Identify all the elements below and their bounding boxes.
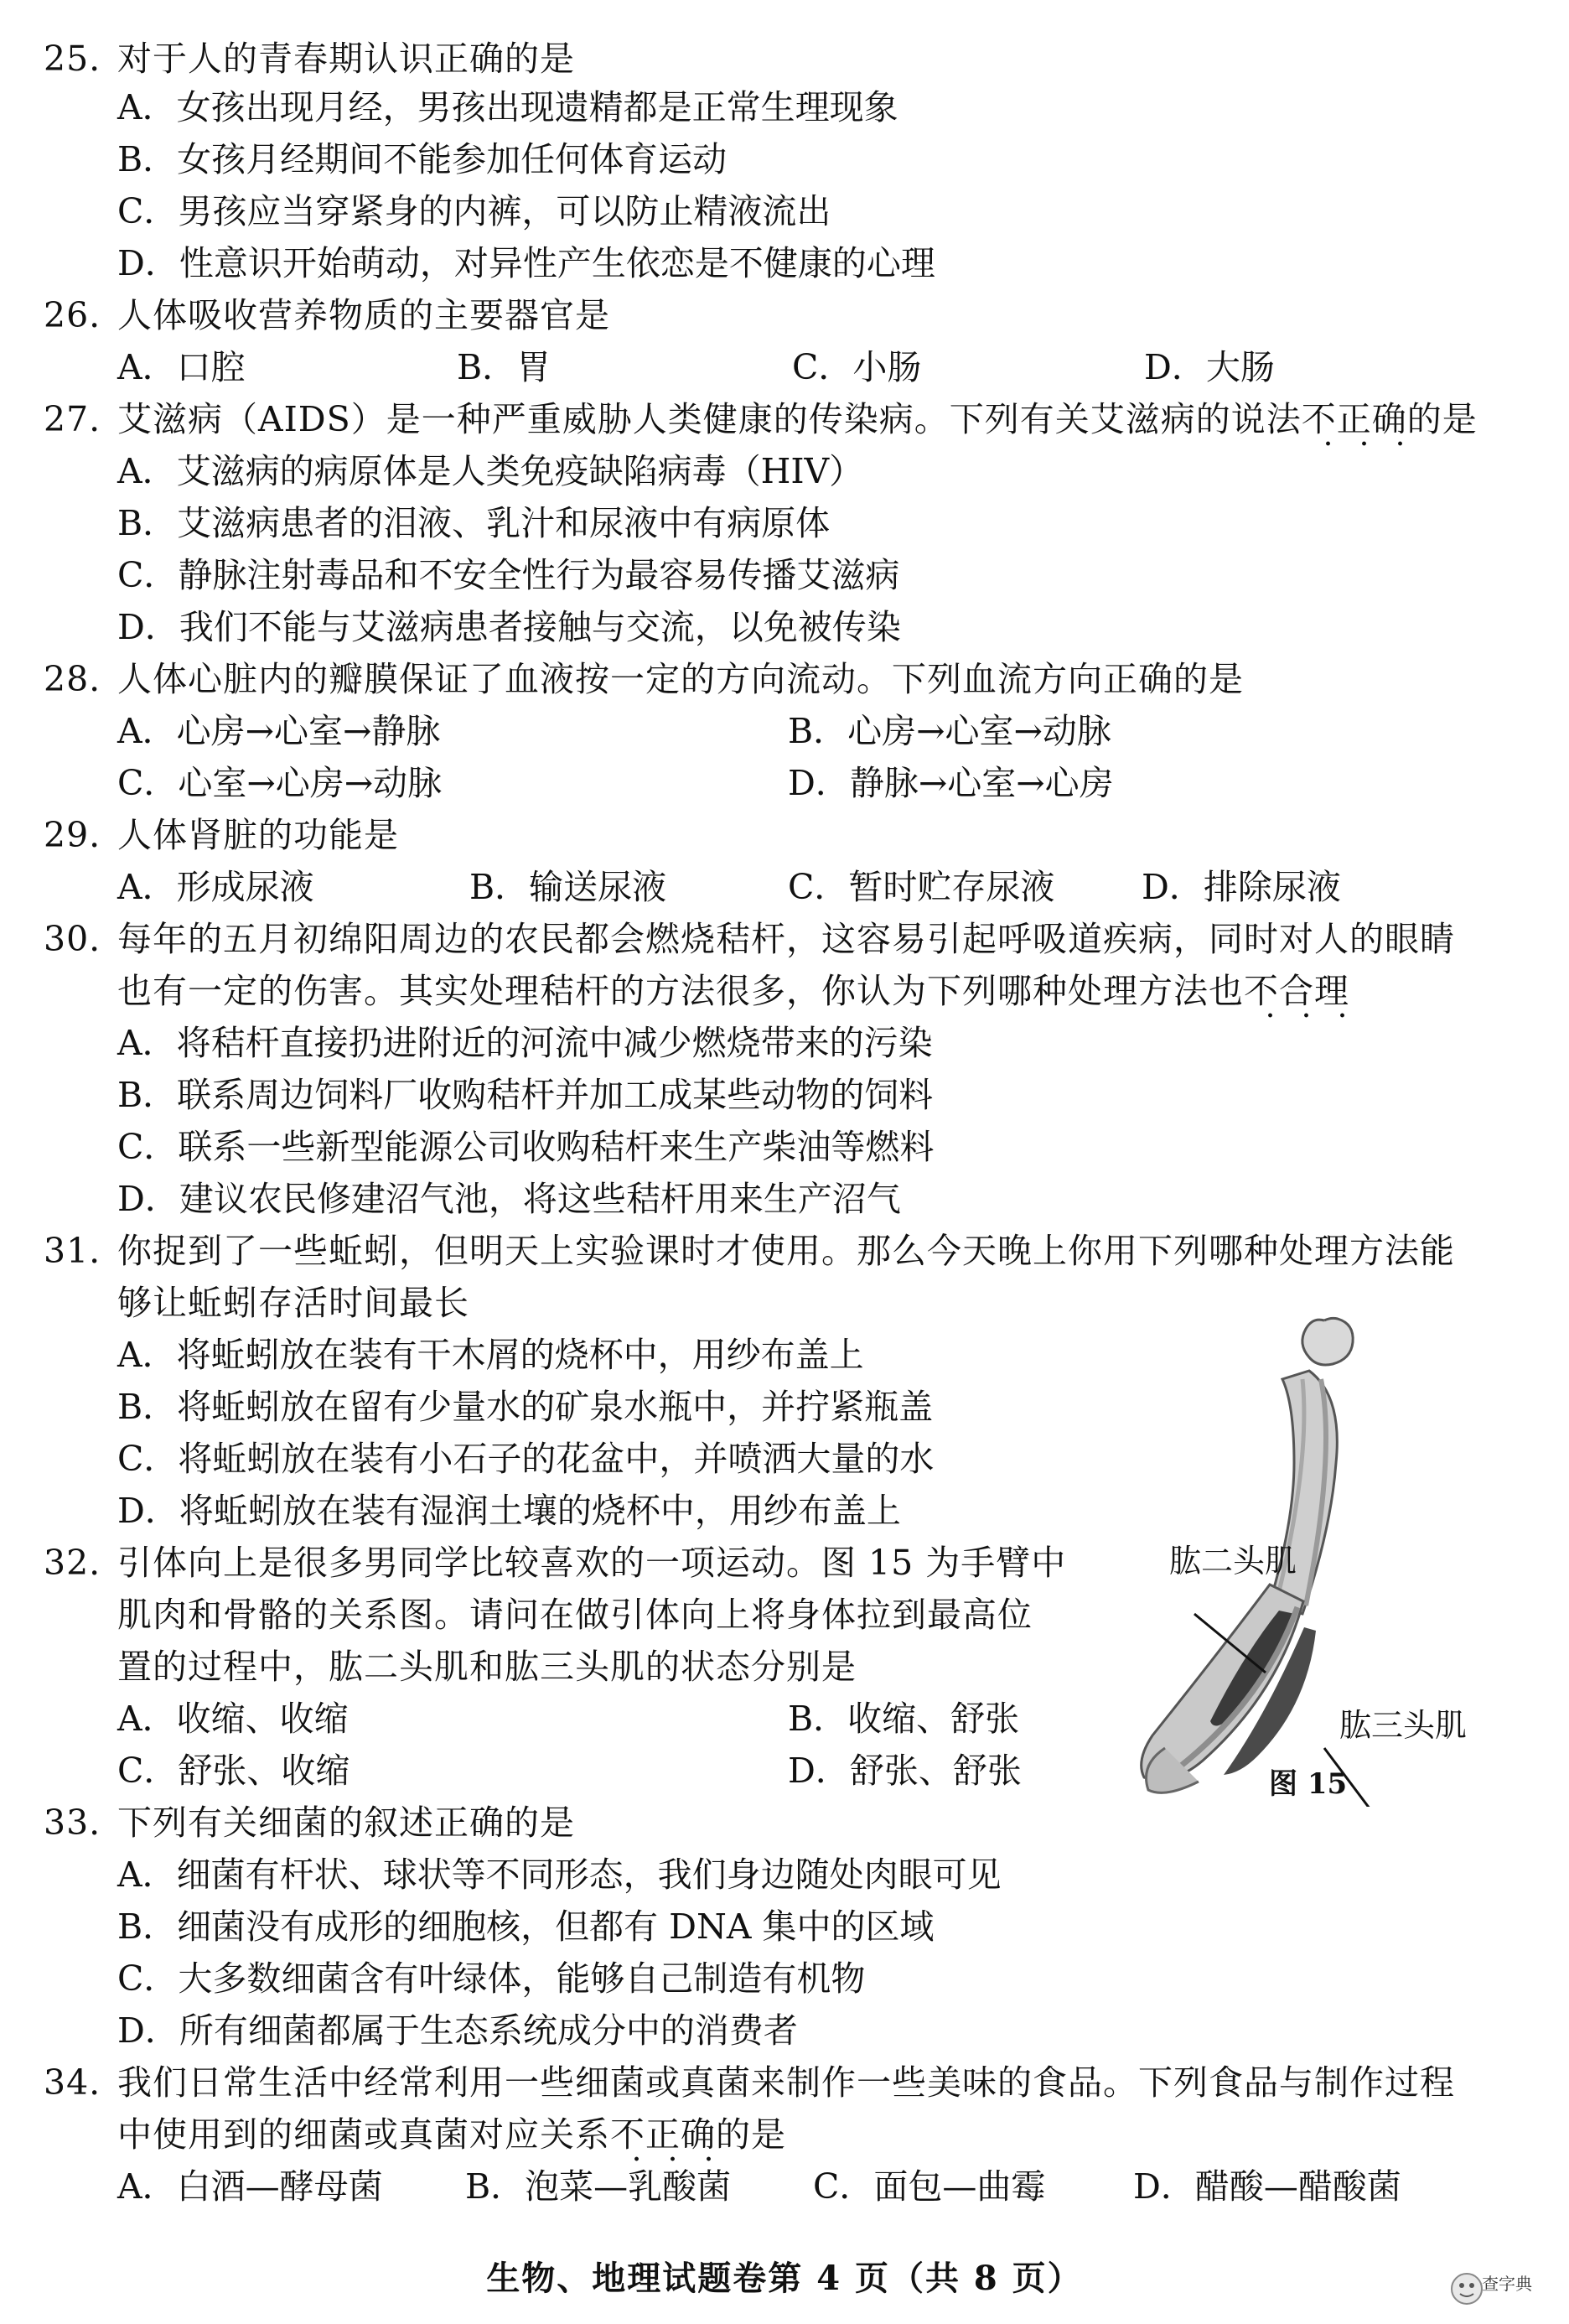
- question-32-stem: 32. 引体向上是很多男同学比较喜欢的一项运动。图 15 为手臂中: [44, 1539, 1066, 1586]
- option: D．静脉→心室→心房: [788, 763, 1114, 803]
- question-number: 34.: [44, 2062, 101, 2103]
- question-number: 26.: [44, 295, 101, 335]
- question-29-stem: 29. 人体肾脏的功能是: [44, 812, 399, 859]
- option: D．建议农民修建沼气池，将这些秸杆用来生产沼气: [117, 1179, 901, 1219]
- question-26-stem: 26. 人体吸收营养物质的主要器官是: [44, 292, 610, 339]
- emphasis-text: 不合理: [1244, 971, 1349, 1011]
- option: B．艾滋病患者的泪液、乳汁和尿液中有病原体: [117, 503, 831, 543]
- option: A．将蚯蚓放在装有干木屑的烧杯中，用纱布盖上: [117, 1335, 864, 1375]
- question-28-stem: 28. 人体心脏内的瓣膜保证了血液按一定的方向流动。下列血流方向正确的是: [44, 656, 1244, 703]
- watermark-text: 查字典: [1482, 2274, 1532, 2294]
- question-number: 28.: [44, 659, 101, 699]
- option: A．心房→心室→静脉: [117, 711, 441, 751]
- question-31-stem-line2: 够让蚯蚓存活时间最长: [117, 1283, 469, 1323]
- question-number: 30.: [44, 919, 101, 959]
- option: C．面包—曲霉: [813, 2166, 1046, 2207]
- option: B．细菌没有成形的细胞核，但都有 DNA 集中的区域: [117, 1906, 935, 1947]
- option: D．我们不能与艾滋病患者接触与交流，以免被传染: [117, 607, 901, 647]
- triceps-label: 肱三头肌: [1339, 1707, 1468, 1744]
- question-27-stem: 27. 艾滋病（AIDS）是一种严重威胁人类健康的传染病。下列有关艾滋病的说法不正确的是: [44, 396, 1478, 443]
- emphasis-text: 不正确: [610, 2114, 716, 2155]
- option: D．醋酸—醋酸菌: [1133, 2166, 1401, 2207]
- option: D．性意识开始萌动，对异性产生依恋是不健康的心理: [117, 243, 935, 283]
- option: C．心室→心房→动脉: [117, 763, 443, 803]
- option: B．泡菜—乳酸菌: [465, 2166, 732, 2207]
- question-32-stem-line2: 肌肉和骨骼的关系图。请问在做引体向上将身体拉到最高位: [117, 1595, 1033, 1635]
- question-25-stem: 25. 对于人的青春期认识正确的是: [44, 35, 575, 82]
- question-31-stem: 31. 你捉到了一些蚯蚓，但明天上实验课时才使用。那么今天晚上你用下列哪种处理方法能: [44, 1227, 1455, 1274]
- option: C．联系一些新型能源公司收购秸杆来生产柴油等燃料: [117, 1127, 935, 1167]
- option: B．收缩、舒张: [788, 1699, 1020, 1739]
- option: A．收缩、收缩: [117, 1699, 349, 1739]
- option: A．女孩出现月经，男孩出现遗精都是正常生理现象: [117, 87, 898, 127]
- option: D．将蚯蚓放在装有湿润土壤的烧杯中，用纱布盖上: [117, 1491, 901, 1531]
- option: B．将蚯蚓放在留有少量水的矿泉水瓶中，并拧紧瓶盖: [117, 1387, 934, 1427]
- biceps-label: 肱二头肌: [1169, 1543, 1297, 1580]
- option: A．艾滋病的病原体是人类免疫缺陷病毒（HIV）: [117, 451, 864, 491]
- question-34-stem-line2: 中使用到的细菌或真菌对应关系不正确的是: [117, 2114, 786, 2155]
- option: C．小肠: [792, 347, 922, 387]
- option: C．暂时贮存尿液: [788, 867, 1055, 907]
- question-30-stem: 30. 每年的五月初绵阳周边的农民都会燃烧秸杆，这容易引起呼吸道疾病，同时对人的眼睛: [44, 916, 1455, 962]
- option: A．细菌有杆状、球状等不同形态，我们身边随处肉眼可见: [117, 1855, 1002, 1895]
- question-30-stem-line2: 也有一定的伤害。其实处理秸杆的方法很多，你认为下列哪种处理方法也不合理: [117, 971, 1349, 1011]
- option: D．舒张、舒张: [788, 1751, 1022, 1791]
- option: A．将秸杆直接扔进附近的河流中减少燃烧带来的污染: [117, 1023, 933, 1063]
- question-number: 29.: [44, 815, 101, 855]
- question-number: 32.: [44, 1543, 101, 1583]
- option: B．心房→心室→动脉: [788, 711, 1111, 751]
- option: B．联系周边饲料厂收购秸杆并加工成某些动物的饲料: [117, 1075, 934, 1115]
- question-34-stem: 34. 我们日常生活中经常利用一些细菌或真菌来制作一些美味的食品。下列食品与制作过程: [44, 2059, 1455, 2106]
- question-number: 31.: [44, 1231, 101, 1271]
- option: C．静脉注射毒品和不安全性行为最容易传播艾滋病: [117, 555, 900, 595]
- option: C．男孩应当穿紧身的内裤，可以防止精液流出: [117, 191, 831, 231]
- option: C．舒张、收缩: [117, 1751, 350, 1791]
- question-number: 33.: [44, 1803, 101, 1843]
- option: D．所有细菌都属于生态系统成分中的消费者: [117, 2010, 798, 2051]
- option: D．大肠: [1144, 347, 1275, 387]
- question-number: 27.: [44, 399, 101, 439]
- option: C．将蚯蚓放在装有小石子的花盆中，并喷洒大量的水: [117, 1439, 935, 1479]
- option: A．白酒—酵母菌: [117, 2166, 383, 2207]
- option: C．大多数细菌含有叶绿体，能够自己制造有机物: [117, 1958, 866, 1999]
- option: A．形成尿液: [117, 867, 314, 907]
- figure-caption: 图 15: [1269, 1767, 1348, 1801]
- question-33-stem: 33. 下列有关细菌的叙述正确的是: [44, 1799, 575, 1846]
- question-32-stem-line3: 置的过程中，肱二头肌和肱三头肌的状态分别是: [117, 1647, 857, 1687]
- question-number: 25.: [44, 39, 101, 79]
- option: A．口腔: [117, 347, 246, 387]
- option: B．女孩月经期间不能参加任何体育运动: [117, 139, 728, 179]
- page-footer: 生物、地理试题卷第 4 页（共 8 页）: [486, 2259, 1083, 2298]
- emphasis-text: 不正确: [1301, 399, 1407, 439]
- option: B．胃: [457, 347, 551, 387]
- option: D．排除尿液: [1142, 867, 1341, 907]
- option: B．输送尿液: [469, 867, 667, 907]
